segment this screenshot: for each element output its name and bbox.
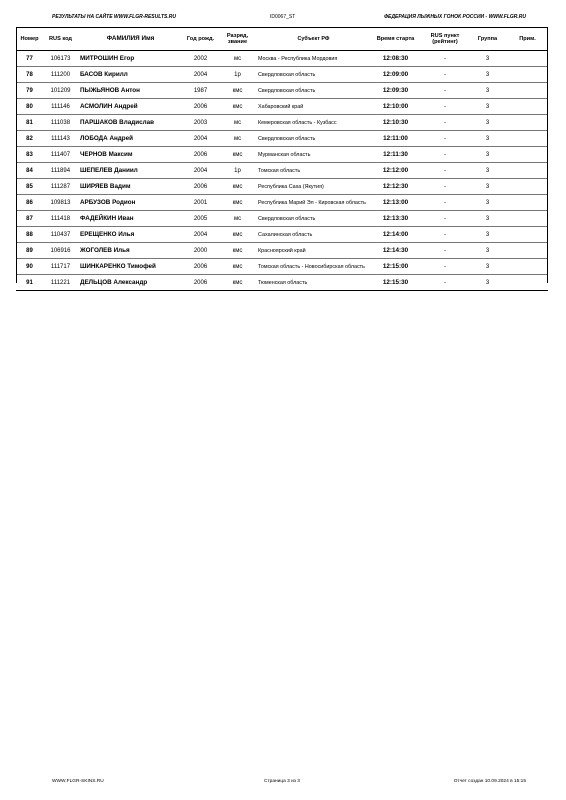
rank: мс [220,51,255,67]
group: 3 [468,195,507,211]
rank: кмс [220,243,255,259]
start-time: 12:09:30 [369,83,422,99]
birth-year: 2002 [181,51,220,67]
start-time: 12:12:30 [369,179,422,195]
table-header [16,28,548,51]
region: Республика Марий Эл - Кировская область [255,195,369,211]
group: 3 [468,227,507,243]
start-time: 12:14:00 [369,227,422,243]
start-time: 12:12:00 [369,163,422,179]
note [507,51,548,67]
athlete-name: ЧЕРНОВ Максим [78,147,181,163]
rank: мс [220,131,255,147]
group: 3 [468,67,507,83]
rus-code: 111407 [43,147,78,163]
athlete-name: ФАДЕЙКИН Иван [78,211,181,227]
rus-points: - [422,115,468,131]
start-number: 81 [16,115,43,131]
athlete-name: АСМОЛИН Андрей [78,99,181,115]
note [507,259,548,275]
rus-points: - [422,67,468,83]
rus-code: 111143 [43,131,78,147]
table-row [16,51,548,67]
region: Республика Саха (Якутия) [255,179,369,195]
athlete-name: ПЫЖЬЯНОВ Антон [78,83,181,99]
start-time: 12:09:00 [369,67,422,83]
rus-points: - [422,163,468,179]
start-number: 89 [16,243,43,259]
note [507,243,548,259]
table-body [16,51,548,291]
region: Свердловская область [255,131,369,147]
start-time: 12:10:00 [369,99,422,115]
rus-points: - [422,211,468,227]
group: 3 [468,51,507,67]
start-time: 12:10:30 [369,115,422,131]
start-number: 77 [16,51,43,67]
birth-year: 2000 [181,243,220,259]
start-number: 91 [16,275,43,291]
athlete-name: ЛОБОДА Андрей [78,131,181,147]
table-row [16,131,548,147]
rus-code: 111287 [43,179,78,195]
birth-year: 2006 [181,99,220,115]
table-row [16,211,548,227]
athlete-name: ЕРЕЩЕНКО Илья [78,227,181,243]
rus-code: 111200 [43,67,78,83]
col-rank-header: Разряд, звание [220,28,255,51]
rus-code: 111418 [43,211,78,227]
start-time: 12:08:30 [369,51,422,67]
table-row [16,259,548,275]
rank: кмс [220,227,255,243]
start-number: 79 [16,83,43,99]
athlete-name: ШЕПЕЛЕВ Даниил [78,163,181,179]
table-row [16,99,548,115]
group: 3 [468,99,507,115]
birth-year: 2001 [181,195,220,211]
group: 3 [468,211,507,227]
rus-code: 111717 [43,259,78,275]
rank: кмс [220,147,255,163]
athlete-name: ШИРЯЕВ Вадим [78,179,181,195]
footer-site-label: WWW.FLGR-SKINS.RU [52,779,104,784]
rus-points: - [422,131,468,147]
rus-points: - [422,243,468,259]
rank: 1р [220,163,255,179]
region: Хабаровский край [255,99,369,115]
group: 3 [468,147,507,163]
start-number: 83 [16,147,43,163]
start-number: 78 [16,67,43,83]
birth-year: 2004 [181,227,220,243]
table-row [16,179,548,195]
start-number: 86 [16,195,43,211]
rus-points: - [422,83,468,99]
athlete-name: ШИНКАРЕНКО Тимофей [78,259,181,275]
start-time: 12:13:30 [369,211,422,227]
note [507,227,548,243]
note [507,163,548,179]
rus-code: 110437 [43,227,78,243]
page-footer [52,779,526,789]
start-time: 12:14:30 [369,243,422,259]
rus-points: - [422,99,468,115]
note [507,147,548,163]
rus-points: - [422,51,468,67]
table-row [16,195,548,211]
rank: мс [220,115,255,131]
region: Томская область [255,163,369,179]
col-rus-points-header: RUS пункт (рейтинг) [422,28,468,51]
table-row [16,243,548,259]
table-row [16,67,548,83]
birth-year: 2006 [181,259,220,275]
group: 3 [468,163,507,179]
note [507,211,548,227]
birth-year: 1987 [181,83,220,99]
rus-code: 106173 [43,51,78,67]
region: Томская область - Новосибирская область [255,259,369,275]
page-number: Страница 3 из 3 [264,779,300,784]
region: Москва - Республика Мордовия [255,51,369,67]
athlete-name: БАСОВ Кирилл [78,67,181,83]
athlete-name: ЖОГОЛЕВ Илья [78,243,181,259]
start-time: 12:11:00 [369,131,422,147]
rank: кмс [220,179,255,195]
athlete-name: МИТРОШИН Егор [78,51,181,67]
birth-year: 2004 [181,163,220,179]
rus-points: - [422,275,468,291]
start-number: 84 [16,163,43,179]
region: Сахалинская область [255,227,369,243]
col-rus-code-header: RUS код [43,28,78,51]
region: Тюменская область [255,275,369,291]
start-number: 87 [16,211,43,227]
page-header [52,14,526,24]
note [507,179,548,195]
table-row [16,115,548,131]
rus-code: 111894 [43,163,78,179]
birth-year: 2004 [181,67,220,83]
start-list-table [16,27,548,291]
table-row [16,163,548,179]
note [507,99,548,115]
start-number: 80 [16,99,43,115]
table-row [16,83,548,99]
start-time: 12:15:00 [369,259,422,275]
federation-label: ФЕДЕРАЦИЯ ЛЫЖНЫХ ГОНОК РОССИИ - WWW.FLGR.RU [384,14,526,20]
rank: кмс [220,99,255,115]
rus-code: 101209 [43,83,78,99]
table-row [16,147,548,163]
athlete-name: АРБУЗОВ Родион [78,195,181,211]
start-time: 12:13:00 [369,195,422,211]
table-row [16,275,548,291]
group: 3 [468,115,507,131]
rus-code: 111221 [43,275,78,291]
group: 3 [468,83,507,99]
athlete-name: ДЕЛЬЦОВ Александр [78,275,181,291]
start-time: 12:15:30 [369,275,422,291]
note [507,115,548,131]
results-site-label: РЕЗУЛЬТАТЫ НА САЙТЕ WWW.FLGR-RESULTS.RU [52,14,176,20]
col-group-header: Группа [468,28,507,51]
rank: кмс [220,275,255,291]
note [507,195,548,211]
note [507,67,548,83]
start-time: 12:11:30 [369,147,422,163]
birth-year: 2004 [181,131,220,147]
group: 3 [468,259,507,275]
rank: кмс [220,259,255,275]
region: Свердловская область [255,83,369,99]
group: 3 [468,131,507,147]
region: Кемеровская область - Кузбасс [255,115,369,131]
group: 3 [468,275,507,291]
rus-code: 111146 [43,99,78,115]
rus-points: - [422,195,468,211]
birth-year: 2006 [181,179,220,195]
rus-code: 111038 [43,115,78,131]
col-name-header: ФАМИЛИЯ Имя [78,28,181,51]
birth-year: 2005 [181,211,220,227]
rus-points: - [422,147,468,163]
start-number: 88 [16,227,43,243]
rus-code: 106916 [43,243,78,259]
col-start-time-header: Время старта [369,28,422,51]
note [507,275,548,291]
start-number: 85 [16,179,43,195]
rank: мс [220,211,255,227]
region: Красноярский край [255,243,369,259]
rus-points: - [422,259,468,275]
start-number: 90 [16,259,43,275]
col-note-header: Прим. [507,28,548,51]
document-id: ID0067_ST [270,14,296,20]
note [507,83,548,99]
col-region-header: Субъект РФ [255,28,369,51]
col-number-header: Номер [16,28,43,51]
rank: 1р [220,67,255,83]
rus-points: - [422,179,468,195]
table-row [16,227,548,243]
rank: кмс [220,195,255,211]
region: Свердловская область [255,211,369,227]
birth-year: 2006 [181,275,220,291]
birth-year: 2003 [181,115,220,131]
rank: кмс [220,83,255,99]
region: Свердловская область [255,67,369,83]
athlete-name: ПАРШАКОВ Владислав [78,115,181,131]
region: Мурманская область [255,147,369,163]
start-number: 82 [16,131,43,147]
note [507,131,548,147]
birth-year: 2006 [181,147,220,163]
report-created-label: Отчет создан 10.09.2024 в 15:15 [453,779,526,784]
col-birth-year-header: Год рожд. [181,28,220,51]
group: 3 [468,179,507,195]
rus-code: 109813 [43,195,78,211]
group: 3 [468,243,507,259]
rus-points: - [422,227,468,243]
